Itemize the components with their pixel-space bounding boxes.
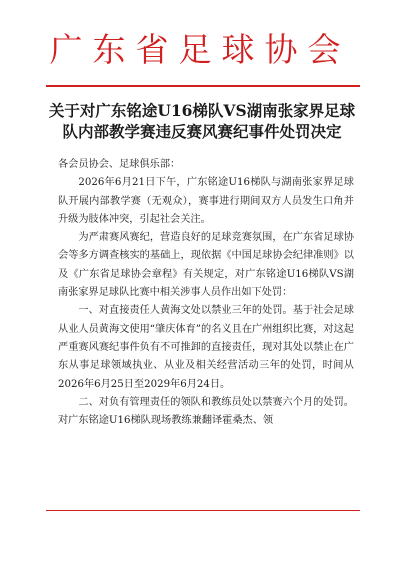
footer-divider	[46, 510, 360, 511]
salutation: 各会员协会、足球俱乐部：	[58, 159, 181, 170]
header-divider	[46, 85, 360, 87]
paragraph-basis: 为严肃赛风赛纪，营造良好的足球竞赛氛围，在广东省足球协会等多方调查核实的基础上，现依据《中国足球协会纪律准则》以及《广东省足球协会章程》有关规定，对广东铭途U16梯队VS湖南张家界足球队比赛中相关涉事人员作出如下处罚：	[58, 232, 354, 299]
title-line-1: 关于对广东铭途U16梯队VS湖南张家界足球	[48, 101, 356, 120]
paragraph-incident: 2026年6月21日下午，广东铭途U16梯队与湖南张家界足球队开展内部教学赛（无观众），赛事进行期间双方人员发生口角并升级为肢体冲突，引起社会关注。	[58, 177, 354, 225]
title-line-2: 队内部教学赛违反赛风赛纪事件处罚决定	[62, 122, 342, 141]
org-name-header: 广东省足球协会	[49, 30, 351, 69]
document-title	[44, 100, 360, 142]
document-body	[58, 156, 354, 430]
paragraph-penalty-1: 一、对直接责任人黄海文处以禁业三年的处罚。基于社会足球从业人员黄海文使用“肇庆体育”的名义且在广州组织比赛，对这起严重赛风赛纪事件负有不可推卸的直接责任，现对其处以禁止在广东从事足球领域执业、从业及相关经营活动三年的处罚，时间从2026年6月25日至2029年6月24日。	[58, 305, 354, 390]
paragraph-penalty-2: 二、对负有管理责任的领队和教练员处以禁赛六个月的处罚。对广东铭途U16梯队现场教练兼翻译霍桑杰、领	[58, 396, 354, 427]
